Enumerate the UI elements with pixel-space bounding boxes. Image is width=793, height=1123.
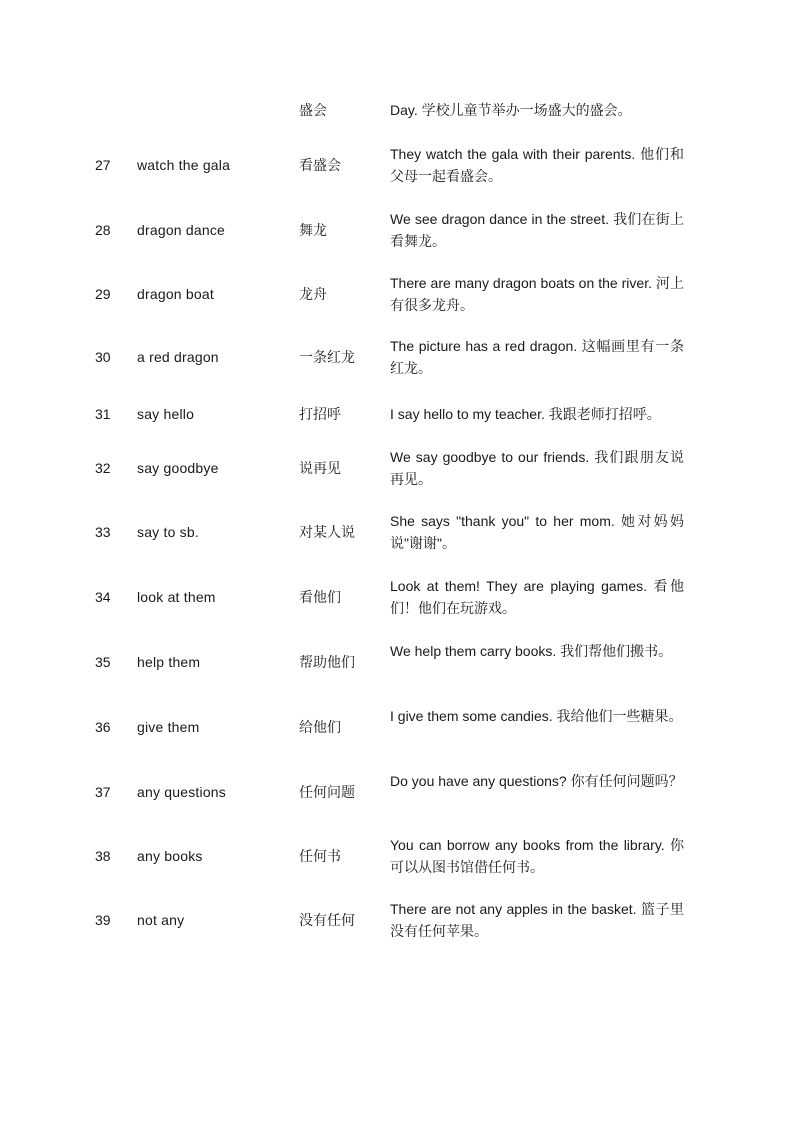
english-phrase: help them (137, 654, 201, 670)
row-number: 32 (95, 460, 111, 476)
row-number: 37 (95, 784, 111, 800)
example-sentence: We say goodbye to our friends. 我们跟朋友说再见。 (390, 449, 684, 487)
english-phrase: a red dragon (137, 349, 219, 365)
example-sentence: The picture has a red dragon. 这幅画里有一条红龙。 (390, 338, 684, 376)
chinese-meaning: 盛会 (299, 102, 327, 118)
example-sentence: She says "thank you" to her mom. 她对妈妈说"谢谢"。 (390, 513, 684, 551)
table-row (0, 512, 793, 552)
example-sentence: We see dragon dance in the street. 我们在街上看舞龙。 (390, 211, 684, 249)
table-row (0, 577, 793, 617)
chinese-meaning: 看盛会 (299, 157, 341, 173)
example-sentence: Day. 学校儿童节举办一场盛大的盛会。 (390, 102, 632, 118)
chinese-meaning: 给他们 (299, 719, 341, 735)
table-row (0, 394, 793, 434)
english-phrase: say hello (137, 406, 195, 422)
row-number: 29 (95, 286, 111, 302)
chinese-meaning: 一条红龙 (299, 349, 355, 365)
example-sentence: There are not any apples in the basket. 篮子里没有任何苹果。 (390, 901, 684, 939)
english-phrase: look at them (137, 589, 216, 605)
english-phrase: any books (137, 848, 203, 864)
chinese-meaning: 说再见 (299, 460, 341, 476)
chinese-meaning: 任何书 (299, 848, 341, 864)
table-row (0, 900, 793, 940)
row-number: 31 (95, 406, 111, 422)
example-sentence: We help them carry books. 我们帮他们搬书。 (390, 643, 673, 659)
row-number: 33 (95, 524, 111, 540)
english-phrase: watch the gala (137, 157, 231, 173)
row-number: 35 (95, 654, 111, 670)
chinese-meaning: 没有任何 (299, 912, 355, 928)
row-number: 36 (95, 719, 111, 735)
row-number: 30 (95, 349, 111, 365)
english-phrase: any questions (137, 784, 226, 800)
table-row (0, 274, 793, 314)
table-row (0, 210, 793, 250)
example-sentence: I say hello to my teacher. 我跟老师打招呼。 (390, 406, 661, 422)
example-sentence: Do you have any questions? 你有任何问题吗？ (390, 773, 683, 789)
english-phrase: dragon boat (137, 286, 214, 302)
row-number: 34 (95, 589, 111, 605)
example-sentence: Look at them! They are playing games. 看他们！他们在玩游戏。 (390, 578, 684, 616)
chinese-meaning: 龙舟 (299, 286, 327, 302)
row-number: 38 (95, 848, 111, 864)
row-number: 27 (95, 157, 111, 173)
example-sentence: There are many dragon boats on the river. 河上有很多龙舟。 (390, 275, 684, 313)
chinese-meaning: 舞龙 (299, 222, 327, 238)
example-sentence: They watch the gala with their parents. 他们和父母一起看盛会。 (390, 146, 684, 184)
chinese-meaning: 任何问题 (299, 784, 355, 800)
row-number: 28 (95, 222, 111, 238)
english-phrase: say to sb. (137, 524, 199, 540)
english-phrase: dragon dance (137, 222, 226, 238)
table-row (0, 337, 793, 377)
table-row (0, 772, 793, 812)
example-sentence: I give them some candies. 我给他们一些糖果。 (390, 708, 683, 724)
table-row (0, 836, 793, 876)
example-sentence: You can borrow any books from the library. 你可以从图书馆借任何书。 (390, 837, 684, 875)
english-phrase: give them (137, 719, 200, 735)
chinese-meaning: 看他们 (299, 589, 341, 605)
table-row (0, 707, 793, 747)
table-row (0, 642, 793, 682)
table-row (0, 90, 793, 130)
table-row (0, 145, 793, 185)
table-row (0, 448, 793, 488)
english-phrase: not any (137, 912, 185, 928)
chinese-meaning: 对某人说 (299, 524, 355, 540)
chinese-meaning: 帮助他们 (299, 654, 355, 670)
chinese-meaning: 打招呼 (299, 406, 341, 422)
row-number: 39 (95, 912, 111, 928)
english-phrase: say goodbye (137, 460, 219, 476)
